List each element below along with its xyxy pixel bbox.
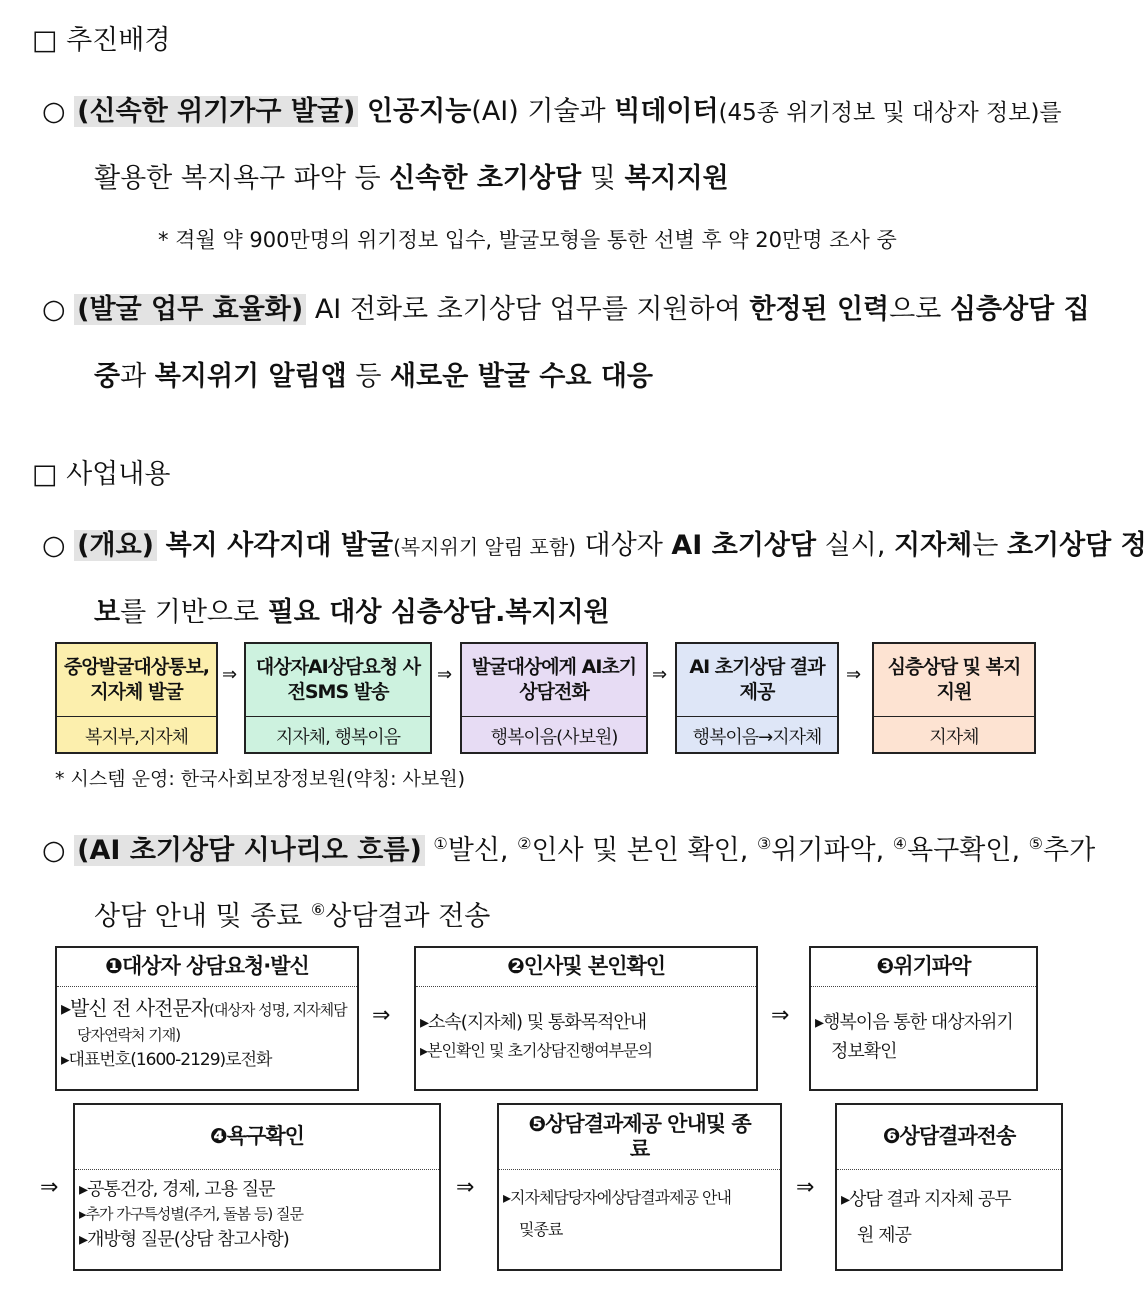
step-number: ⑥ xyxy=(310,900,326,919)
scenario-line: 원 제공 xyxy=(857,1225,911,1246)
business-item1-line2 xyxy=(94,590,610,629)
arrow-icon: ⇒ xyxy=(40,1175,59,1200)
flow-step-title: 발굴대상에게 AI초기상담전화 xyxy=(462,644,646,717)
flow-step-actor: 행복이음→지자체 xyxy=(692,727,822,748)
emph-text: 복지위기 알림앱 xyxy=(154,361,347,392)
bullet: ○ xyxy=(42,835,66,866)
section-heading-business: □ 사업내용 xyxy=(32,459,171,490)
step-number: ② xyxy=(517,834,532,853)
text: 위기파악, xyxy=(771,835,885,866)
text: AI 전화로 초기상담 업무를 지원하여 xyxy=(314,294,741,325)
background-item1-line2 xyxy=(94,156,729,195)
flow-step-4 xyxy=(675,642,839,754)
text: 상담 안내 및 종료 xyxy=(94,901,303,932)
scenario-line: ▸개방형 질문(상담 참고사항) xyxy=(79,1228,289,1250)
text: 추가 xyxy=(1043,835,1096,866)
business-item2-line1 xyxy=(42,834,1095,867)
bullet: ○ xyxy=(42,530,66,561)
emph-text: 복지지원 xyxy=(624,163,729,194)
flow-step-2 xyxy=(244,642,432,754)
background-item1-note: * 격월 약 900만명의 위기정보 입수, 발굴모형을 통한 선별 후 약 20만명 조사 중 xyxy=(158,228,897,252)
arrow-icon: ⇒ xyxy=(796,1175,815,1200)
scenario-step-2 xyxy=(414,946,758,1091)
scenario-line: 정보확인 xyxy=(831,1040,897,1062)
background-item1-line1 xyxy=(42,96,1062,128)
emph-text: 중 xyxy=(94,361,121,392)
arrow-icon: ⇒ xyxy=(222,664,238,685)
scenario-line: ▸본인확인 및 초기상담진행여부문의 xyxy=(420,1040,653,1060)
emph-text: 신속한 초기상담 xyxy=(389,163,582,194)
item-tag: (발굴 업무 효율화) xyxy=(74,294,306,325)
flow-step-title: AI 초기상담 결과 제공 xyxy=(677,644,837,717)
emph-text: 초기상담 정 xyxy=(1006,530,1147,561)
flow-step-actor: 지자체 xyxy=(929,727,979,748)
scenario-step-title: ❷인사및 본인확인 xyxy=(416,948,756,987)
text: 실시, xyxy=(824,530,886,561)
emph-text: 새로운 발굴 수요 대응 xyxy=(390,361,653,392)
step-number: ④ xyxy=(892,834,908,853)
scenario-step-1 xyxy=(55,946,359,1091)
flow-step-title: 심층상담 및 복지 지원 xyxy=(874,644,1034,717)
flow-step-5 xyxy=(872,642,1036,754)
scenario-step-title: ❶대상자 상담요청·발신 xyxy=(57,948,357,987)
text: 대상자 xyxy=(584,530,663,561)
step-number: ③ xyxy=(756,834,772,853)
text: 및 xyxy=(589,163,616,194)
arrow-icon: ⇒ xyxy=(846,664,862,685)
arrow-icon: ⇒ xyxy=(372,1003,391,1028)
text: 발신, xyxy=(447,835,509,866)
emph-text: 인공지능 xyxy=(366,96,472,127)
step-number: ① xyxy=(433,834,448,853)
scenario-step-title: ❺상담결과제공 안내및 종료 xyxy=(499,1105,780,1170)
emph-text: AI 초기상담 xyxy=(671,530,817,561)
scenario-line: ▸발신 전 사전문자 xyxy=(61,996,209,1020)
flow-step-actor: 지자체, 행복이음 xyxy=(275,727,401,748)
text: 는 xyxy=(972,530,999,561)
text: 상담결과 전송 xyxy=(325,901,491,932)
scenario-step-5 xyxy=(497,1103,782,1271)
emph-text: 빅데이터 xyxy=(614,96,719,127)
scenario-step-title: ❹욕구확인 xyxy=(75,1105,439,1170)
business-item2-line2 xyxy=(94,894,490,933)
emph-text: 심층상담 집 xyxy=(949,294,1090,325)
step-number: ⑤ xyxy=(1028,834,1043,853)
flow-step-title: 대상자AI상담요청 사전SMS 발송 xyxy=(246,644,430,717)
flow-step-actor: 행복이음(사보원) xyxy=(490,727,618,748)
scenario-step-body xyxy=(57,987,357,1080)
flow-step-1 xyxy=(55,642,218,754)
emph-text: 보 xyxy=(94,597,121,628)
emph-text: 한정된 인력 xyxy=(749,294,890,325)
bullet: ○ xyxy=(42,96,66,127)
scenario-line: ▸지자체담당자에상담결과제공 안내 xyxy=(503,1188,731,1207)
arrow-icon: ⇒ xyxy=(771,1003,790,1028)
text: 활용한 복지욕구 파악 등 xyxy=(94,163,381,194)
background-item2-line1 xyxy=(42,294,1090,326)
scenario-step-3 xyxy=(809,946,1038,1091)
text: 욕구확인, xyxy=(907,835,1021,866)
emph-text: 필요 대상 심층상담.복지지원 xyxy=(267,597,610,628)
background-item2-line2 xyxy=(94,354,653,393)
scenario-line: 당자연락처 기재) xyxy=(77,1026,181,1044)
flow-step-actor: 복지부,지자체 xyxy=(84,727,189,748)
scenario-line: ▸추가 가구특성별(주거, 돌봄 등) 질문 xyxy=(79,1205,303,1223)
scenario-step-body xyxy=(416,987,756,1069)
business-item1-line1 xyxy=(42,530,1147,562)
section-heading-background: □ 추진배경 xyxy=(32,25,171,56)
text: (복지위기 알림 포함) xyxy=(393,535,576,559)
scenario-step-body xyxy=(811,987,1036,1073)
scenario-step-4 xyxy=(73,1103,441,1271)
text: (45종 위기정보 및 대상자 정보)를 xyxy=(718,100,1062,126)
arrow-icon: ⇒ xyxy=(652,664,668,685)
scenario-line: ▸공통건강, 경제, 고용 질문 xyxy=(79,1179,275,1200)
scenario-line: ▸상담 결과 지자체 공무 xyxy=(841,1189,1011,1210)
text: 과 xyxy=(120,361,147,392)
scenario-line: ▸소속(지자체) 및 통화목적안내 xyxy=(420,1012,647,1033)
flow-step-title: 중앙발굴대상통보,지자체 발굴 xyxy=(57,644,216,717)
scenario-step-body xyxy=(75,1170,439,1259)
emph-text: 복지 사각지대 발굴 xyxy=(165,530,394,561)
scenario-step-6 xyxy=(835,1103,1063,1271)
scenario-line: ▸행복이음 통한 대상자위기 xyxy=(815,1012,1013,1033)
text: 를 기반으로 xyxy=(120,597,260,628)
scenario-line: (대상자 성명, 지자체담 xyxy=(209,1001,347,1019)
item-tag: (신속한 위기가구 발굴) xyxy=(74,96,358,127)
system-note: * 시스템 운영: 한국사회보장정보원(약칭: 사보원) xyxy=(55,768,466,790)
text: 등 xyxy=(355,361,382,392)
scenario-step-title: ❸위기파악 xyxy=(811,948,1036,987)
item-tag: (개요) xyxy=(74,530,157,561)
scenario-line: 및종료 xyxy=(519,1220,563,1239)
text: (AI) 기술과 xyxy=(471,96,606,127)
scenario-line: ▸대표번호(1600-2129)로전화 xyxy=(61,1050,272,1071)
arrow-icon: ⇒ xyxy=(456,1175,475,1200)
bullet: ○ xyxy=(42,294,66,325)
arrow-icon: ⇒ xyxy=(437,664,453,685)
scenario-step-body xyxy=(499,1170,780,1252)
emph-text: 지자체 xyxy=(894,530,973,561)
text: 인사 및 본인 확인, xyxy=(531,835,749,866)
flow-step-3 xyxy=(460,642,648,754)
scenario-step-title: ❻상담결과전송 xyxy=(837,1105,1061,1170)
scenario-step-body xyxy=(837,1170,1061,1260)
item-tag: (AI 초기상담 시나리오 흐름) xyxy=(74,835,425,866)
text: 으로 xyxy=(889,294,942,325)
